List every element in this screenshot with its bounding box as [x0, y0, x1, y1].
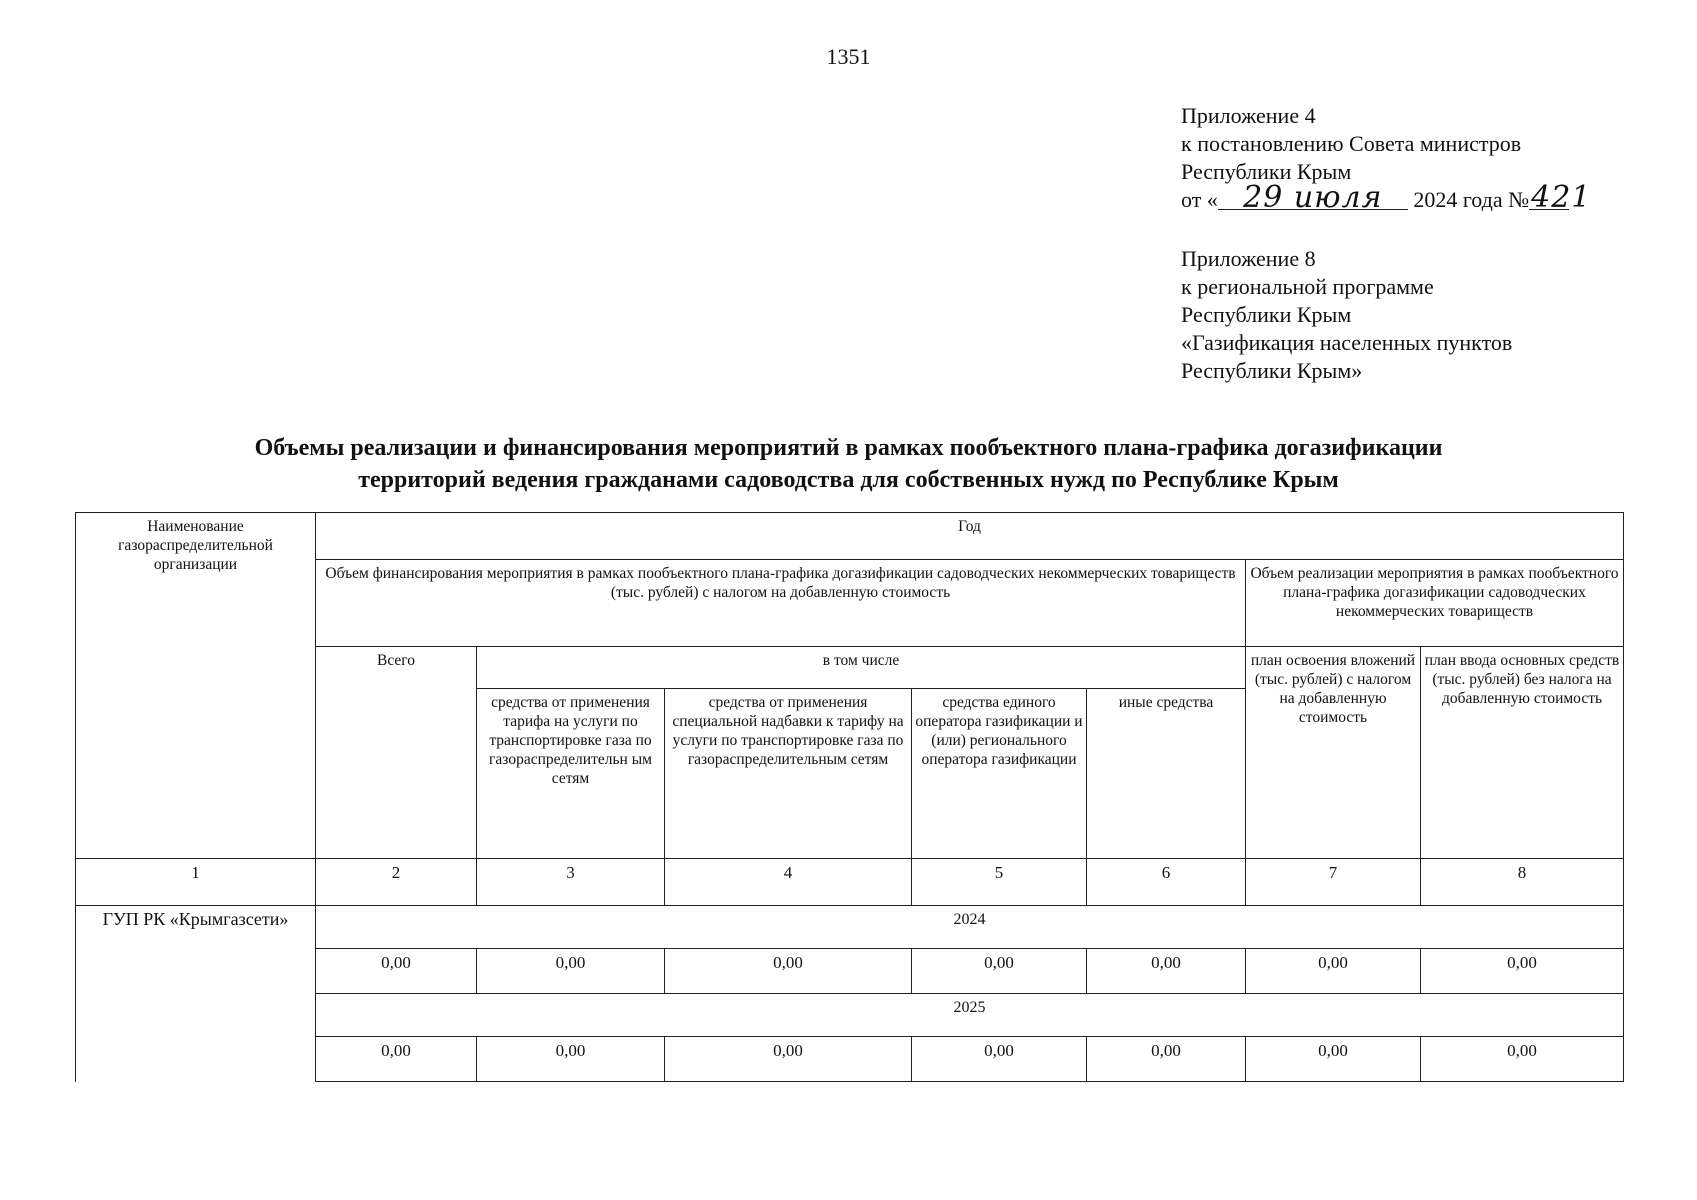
financing-table — [75, 512, 1624, 1082]
header-row-1 — [76, 513, 1624, 560]
column-number: 8 — [1421, 859, 1624, 906]
value-cell: 0,00 — [1421, 949, 1624, 994]
year-label: 2025 — [316, 994, 1624, 1037]
header-year: Год — [316, 513, 1624, 560]
annex-4-date-line — [1181, 180, 1592, 215]
document-title — [60, 432, 1637, 496]
header-tariff: средства от применения тарифа на услуги по транспортировке газа по газораспределительн ым сетям — [477, 689, 665, 859]
column-number: 4 — [665, 859, 912, 906]
header-other: иные средства — [1087, 689, 1246, 859]
header-plan-assets: план ввода основных средств (тыс. рублей) без налога на добавленную стоимость — [1421, 647, 1624, 859]
date-middle: 2024 года № — [1413, 187, 1530, 212]
handwritten-date: 29 июля — [1218, 187, 1408, 210]
value-cell: 0,00 — [665, 949, 912, 994]
value-cell: 0,00 — [912, 1037, 1087, 1082]
column-number: 2 — [316, 859, 477, 906]
annex-8-line2: Республики Крым — [1181, 302, 1352, 327]
annex-8-block — [1181, 245, 1512, 385]
annex-8-line1: к региональной программе — [1181, 274, 1434, 299]
column-number-row — [76, 859, 1624, 906]
year-label: 2024 — [316, 906, 1624, 949]
annex-8-line3: «Газификация населенных пунктов — [1181, 330, 1513, 355]
column-number: 3 — [477, 859, 665, 906]
annex-4-line1: к постановлению Совета министров — [1181, 131, 1522, 156]
value-cell: 0,00 — [665, 1037, 912, 1082]
annex-4-title: Приложение 4 — [1181, 103, 1316, 128]
header-including: в том числе — [477, 647, 1246, 689]
value-cell: 0,00 — [316, 949, 477, 994]
value-cell: 0,00 — [477, 949, 665, 994]
value-cell: 0,00 — [1087, 1037, 1246, 1082]
organization-name: ГУП РК «Крымгазсети» — [76, 906, 316, 1082]
annex-4-block — [1181, 102, 1592, 215]
header-total: Всего — [316, 647, 477, 859]
date-prefix: от « — [1181, 187, 1218, 212]
year-row — [76, 906, 1624, 949]
column-number: 5 — [912, 859, 1087, 906]
value-cell: 0,00 — [1246, 1037, 1421, 1082]
value-cell: 0,00 — [477, 1037, 665, 1082]
value-cell: 0,00 — [912, 949, 1087, 994]
header-surcharge: средства от применения специальной надбавки к тарифу на услуги по транспортировке газа по газораспределительным сетям — [665, 689, 912, 859]
value-cell: 0,00 — [316, 1037, 477, 1082]
document-title-line1: Объемы реализации и финансирования мероприятий в рамках пообъектного плана-графика догазификации — [254, 435, 1443, 461]
header-financing: Объем финансирования мероприятия в рамках пообъектного плана-графика догазификации садоводческих некоммерческих товариществ (тыс. рублей) с налогом на добавленную стоимость — [316, 560, 1246, 647]
annex-4-line2: Республики Крым — [1181, 159, 1352, 184]
annex-8-line4: Республики Крым» — [1181, 358, 1363, 383]
value-cell: 0,00 — [1087, 949, 1246, 994]
handwritten-number: 421 — [1531, 180, 1592, 215]
header-org: Наименование газораспределительной организации — [76, 513, 316, 859]
value-cell: 0,00 — [1421, 1037, 1624, 1082]
page-number: 1351 — [826, 44, 871, 69]
header-realization: Объем реализации мероприятия в рамках пообъектного плана-графика догазификации садоводческих некоммерческих товариществ — [1246, 560, 1624, 647]
annex-8-title: Приложение 8 — [1181, 246, 1316, 271]
column-number: 6 — [1087, 859, 1246, 906]
header-plan-investment: план освоения вложений (тыс. рублей) с налогом на добавленную стоимость — [1246, 647, 1421, 859]
value-cell: 0,00 — [1246, 949, 1421, 994]
document-title-line2: территорий ведения гражданами садоводства для собственных нужд по Республике Крым — [358, 467, 1339, 493]
header-operator: средства единого оператора газификации и (или) регионального оператора газификации — [912, 689, 1087, 859]
column-number: 7 — [1246, 859, 1421, 906]
column-number: 1 — [76, 859, 316, 906]
